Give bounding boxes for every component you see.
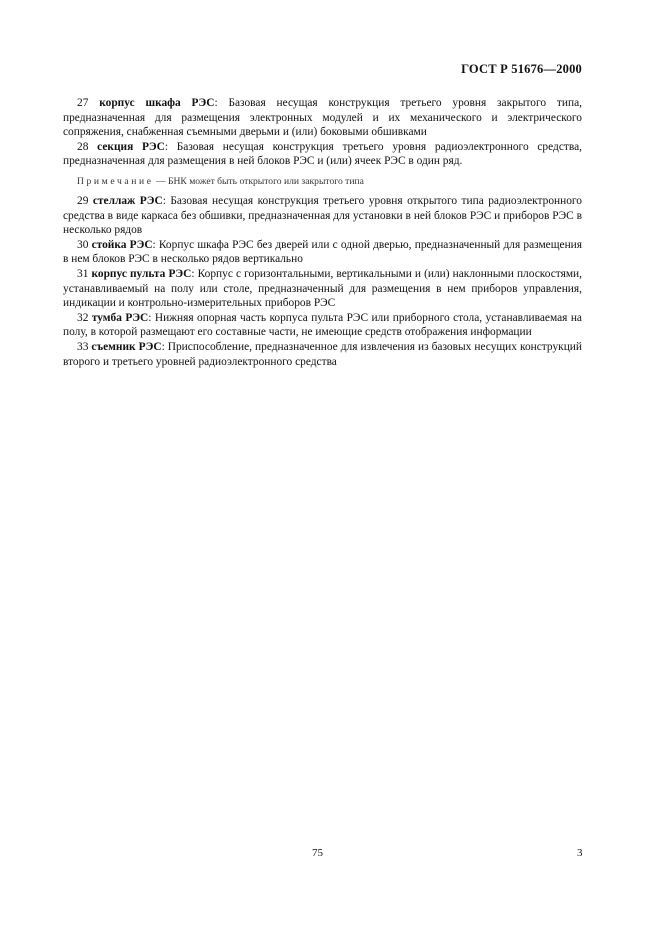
- note: [63, 176, 582, 188]
- page-number: 75: [312, 847, 323, 859]
- term-name: съемник РЭС: [91, 340, 162, 353]
- term-name: секция РЭС: [97, 140, 165, 153]
- term-entry: [63, 311, 582, 340]
- term-entry: [63, 238, 582, 267]
- term-name: корпус пульта РЭС: [91, 267, 192, 280]
- term-number: 30: [77, 238, 89, 251]
- term-entry: [63, 267, 582, 311]
- term-name: стойка РЭС: [91, 238, 153, 251]
- terms-section: [63, 96, 582, 369]
- note-text: — БНК может быть открытого или закрытого типа: [153, 175, 364, 187]
- term-name: корпус шкафа РЭС: [99, 97, 215, 109]
- term-definition: : Корпус шкафа РЭС без дверей или с одной дверью, предназначенный для размещения в нем блоков РЭС в несколько рядов вертикально: [63, 238, 582, 266]
- term-definition: : Приспособление, предназначенное для извлечения из базовых несущих конструкций второго и третьего уровней радиоэлектронного средства: [63, 340, 582, 368]
- term-number: 33: [77, 340, 89, 353]
- term-definition: : Корпус с горизонтальными, вертикальными и (или) наклонными плоскостями, устанавливаемый на полу или столе, предназначенный для размещения в нем приборов управления, индикации и контрольно-измерительных приборов РЭС: [63, 267, 582, 310]
- term-number: 27: [77, 97, 89, 109]
- term-entry: [63, 96, 582, 140]
- term-definition: : Нижняя опорная часть корпуса пульта РЭС или приборного стола, устанавливаемая на полу, в которой размещают его составные части, не имеющие средств отображения информации: [63, 311, 582, 339]
- term-entry: [63, 140, 582, 169]
- sheet-number: 3: [577, 847, 583, 859]
- term-entry: [63, 194, 582, 238]
- term-number: 28: [77, 140, 89, 153]
- term-name: тумба РЭС: [91, 311, 149, 324]
- term-entry: [63, 340, 582, 369]
- term-definition: : Базовая несущая конструкция третьего уровня закрытого типа, предназначенная для размещения электронных модулей и их механического и электрического сопряжения, снабженная съемными дверьми и (или) боковыми обшивками: [63, 97, 582, 139]
- document-code: ГОСТ Р 51676—2000: [461, 62, 582, 76]
- term-number: 31: [77, 267, 89, 280]
- term-definition: : Базовая несущая конструкция третьего уровня радиоэлектронного средства, предназначенная для размещения в ней блоков РЭС и (или) ячеек РЭС в один ряд.: [63, 140, 582, 168]
- term-definition: : Базовая несущая конструкция третьего уровня открытого типа радиоэлектронного средства в виде каркаса без обшивки, предназначенная для установки в ней блоков РЭС и приборов РЭС в несколько рядов: [63, 194, 582, 237]
- term-number: 32: [77, 311, 89, 324]
- term-number: 29: [77, 194, 89, 207]
- term-name: стеллаж РЭС: [92, 194, 163, 207]
- note-label: Примечание: [77, 175, 154, 187]
